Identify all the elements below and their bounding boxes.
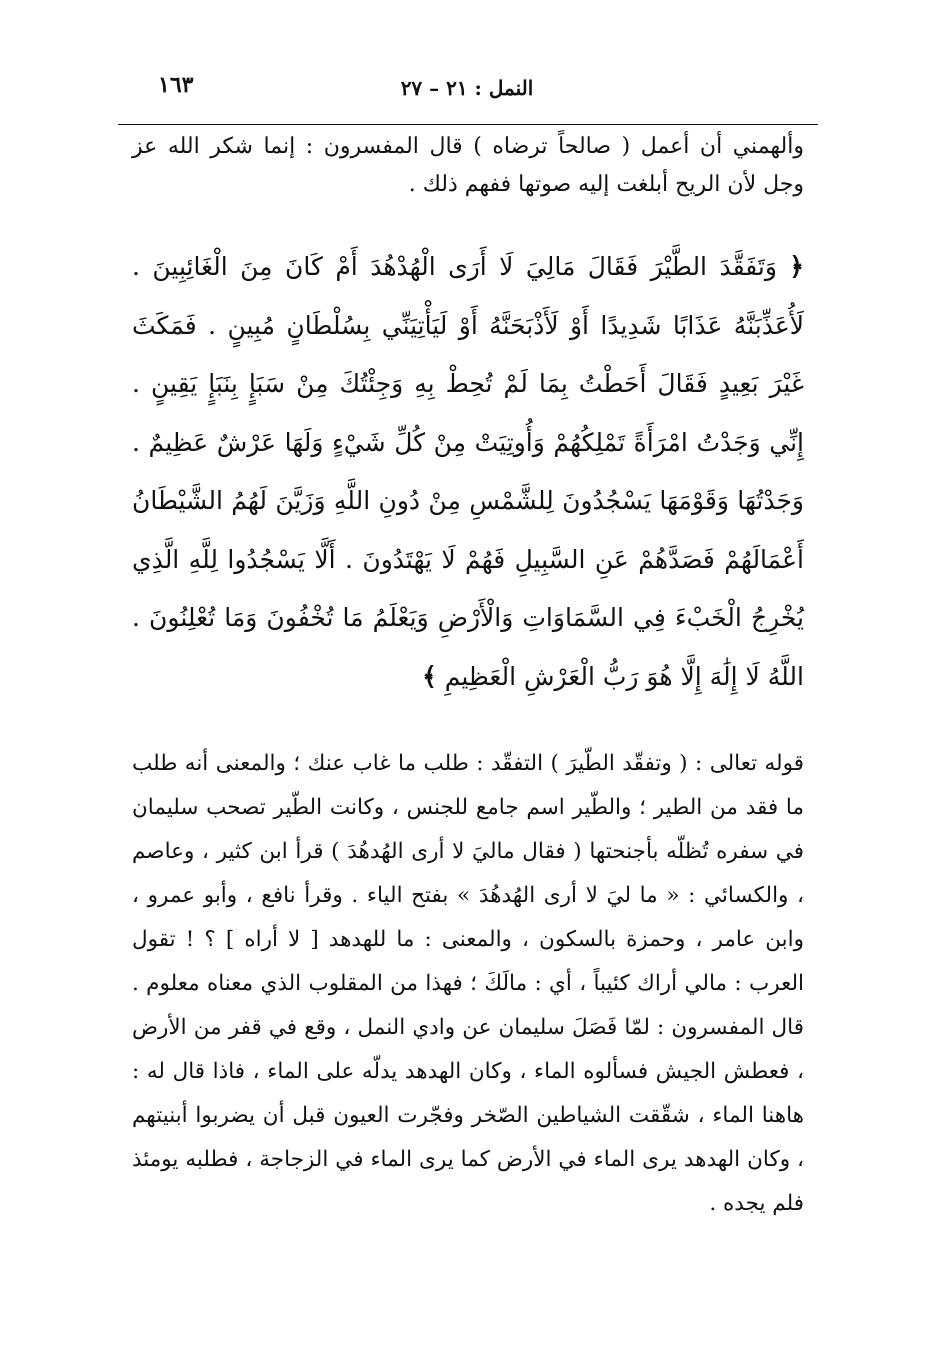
intro-paragraph — [132, 128, 804, 204]
page-header — [118, 72, 816, 116]
verse-paragraph — [132, 238, 804, 706]
commentary-text: قوله تعالى : ( وتفقّد الطّيرَ ) التفقّد : طلب ما غاب عنك ؛ والمعنى أنه طلب ما فقد من الطير ؛ والطّير اسم جامع للجنس ، وكانت الطّير تصحب سليمان في سفره تُظلّه بأجنحتها ( فقال ماليَ لا أرى الهُدهُدَ ) قرأ ابن كثير ، وعاصم ، والكسائي : « ما ليَ لا أرى الهُدهُدَ » بفتح الياء . وقرأ نافع ، وأبو عمرو ، وابن عامر ، وحمزة بالسكون ، والمعنى : ما للهدهد [ لا أراه ] ؟ ! تقول العرب : مالي أراك كئيباً ، أي : مالَكَ ؛ فهذا من المقلوب الذي معناه معلوم . قال المفسرون : لمّا فَصَلَ سليمان عن وادي النمل ، وقع في قفر من الأرض ، فعطش الجيش فسألوه الماء ، وكان الهدهد يدلّه على الماء ، فاذا قال له : هاهنا الماء ، شقّقت الشياطين الصّخر وفجّرت العيون قبل أن يضربوا أبنيتهم ، وكان الهدهد يرى الماء في الأرض كما يرى الماء في الزجاجة ، فطلبه يومئذ فلم يجده . — [132, 751, 804, 1216]
chapter-reference: النمل : ٢١ – ٢٧ — [400, 76, 534, 100]
quran-verse-block — [132, 238, 804, 706]
verse-close-bracket: ﴾ — [422, 661, 437, 691]
verse-open-bracket: ﴿ — [789, 252, 804, 281]
commentary-block — [132, 742, 804, 1226]
intro-text: وألهمني أن أعمل ( صالحاً ترضاه ) قال المفسرون : إنما شكر الله عز وجل لأن الريح أبلغت إليه صوتها ففهم ذلك . — [132, 134, 804, 197]
page-number: ١٦٣ — [158, 72, 194, 98]
verse-text: وَتَفَقَّدَ الطَّيْرَ فَقَالَ مَالِيَ لَا أَرَى الْهُدْهُدَ أَمْ كَانَ مِنَ الْغَائِبِينَ . لَأُعَذِّبَنَّهُ عَذَابًا شَدِيدًا أَوْ لَأَذْبَحَنَّهُ أَوْ لَيَأْتِيَنِّي بِسُلْطَانٍ مُبِينٍ . فَمَكَثَ غَيْرَ بَعِيدٍ فَقَالَ أَحَطْتُ بِمَا لَمْ تُحِطْ بِهِ وَجِئْتُكَ مِنْ سَبَإٍ بِنَبَإٍ يَقِينٍ . إِنِّي وَجَدْتُ امْرَأَةً تَمْلِكُهُمْ وَأُوتِيَتْ مِنْ كُلِّ شَيْءٍ وَلَهَا عَرْشٌ عَظِيمٌ . وَجَدْتُهَا وَقَوْمَهَا يَسْجُدُونَ لِلشَّمْسِ مِنْ دُونِ اللَّهِ وَزَيَّنَ لَهُمُ الشَّيْطَانُ أَعْمَالَهُمْ فَصَدَّهُمْ عَنِ السَّبِيلِ فَهُمْ لَا يَهْتَدُونَ . أَلَّا يَسْجُدُوا لِلَّهِ الَّذِي يُخْرِجُ الْخَبْءَ فِي السَّمَاوَاتِ وَالْأَرْضِ وَيَعْلَمُ مَا تُخْفُونَ وَمَا تُعْلِنُونَ . اللَّهُ لَا إِلَٰهَ إِلَّا هُوَ رَبُّ الْعَرْشِ الْعَظِيمِ — [132, 252, 804, 691]
header-rule — [118, 124, 818, 125]
